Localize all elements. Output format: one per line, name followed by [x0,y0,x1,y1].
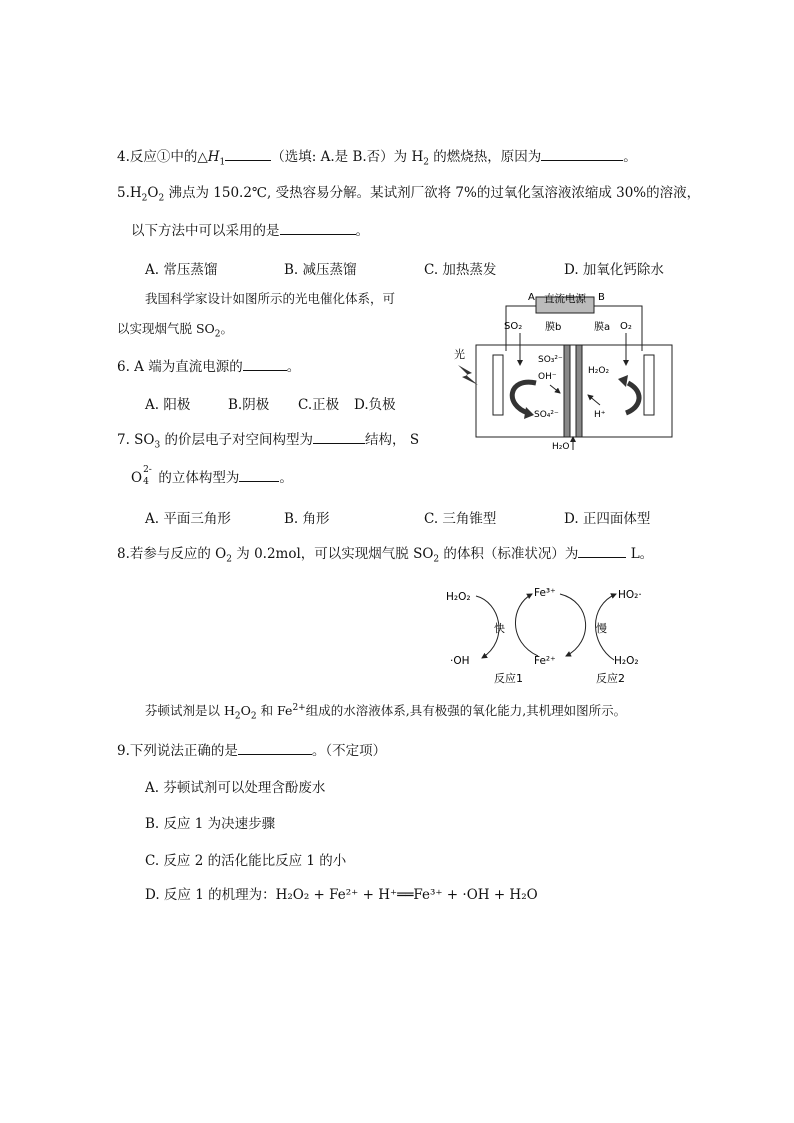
q4-text: 4.反应①中的△ [117,149,208,165]
q7-mid: 的价层电子对空间构型为 [160,432,314,448]
q6-blank[interactable] [243,356,287,371]
q7-l2-o: O [131,470,143,486]
q7-l2-mid: 的立体构型为 [154,470,240,486]
intro2-pre: 芬顿试剂是以 H [145,703,235,718]
q8-sub2: 2 [433,554,440,565]
q5-option-c[interactable]: C. 加热蒸发 [424,262,497,278]
question-7-line2: O 2- 4 的立体构型为 。 [131,465,293,487]
q5-end: 。 [355,223,369,239]
intro-2 [145,702,626,720]
h2o2-right-label: H₂O₂ [614,655,639,667]
q4-mid: （选填: A.是 B.否）为 H [271,149,424,165]
right-electrode [644,355,654,415]
hplus-label: H⁺ [594,410,606,420]
q5-sub2: 2 [158,193,165,204]
q9-option-a[interactable]: A. 芬顿试剂可以处理含酚废水 [145,780,326,796]
o2-label: O₂ [620,321,632,332]
question-9 [117,740,386,760]
reaction-1-arrow-b [515,594,538,656]
light-label: 光 [454,348,465,361]
q4-sub: 1 [219,157,226,168]
question-4 [117,146,637,166]
membrane-a [576,345,582,437]
q5-option-d[interactable]: D. 加氧化钙除水 [564,262,664,278]
h2o2-left-label: H₂O₂ [446,591,471,603]
q4-h: H [207,149,220,165]
q6-option-a[interactable]: A. 阳极 [145,397,191,413]
photoelectrocatalysis-diagram [448,285,680,455]
q9-blank[interactable] [238,740,312,755]
fe2-label: Fe²⁺ [534,655,556,667]
intro-1-line2 [117,320,233,338]
question-7 [117,429,419,449]
q4-blank-1[interactable] [225,146,271,161]
fast-label: 快 [494,622,505,635]
q8-end: L。 [626,546,654,562]
q9-pre: 9.下列说法正确的是 [117,743,238,759]
q6-text: 6. A 端为直流电源的 [117,359,243,375]
membrane-b [564,345,570,437]
water-label: H₂O [552,442,570,452]
right-cycle-arrow [626,383,639,413]
cell-tank [476,345,672,437]
q7-option-b[interactable]: B. 角形 [284,511,330,527]
membrane-a-label: 膜a [594,322,611,333]
q7-end: 。 [279,470,293,486]
q8-pre: 8.若参与反应的 O [117,546,227,562]
lightning-icon [458,365,478,385]
q8-post: 的体积（标准状况）为 [439,546,579,562]
q5-o: O [147,185,159,201]
ho2-label: HO₂· [618,589,642,601]
oh-arrow [550,385,560,393]
q5-line2: 以下方法中可以采用的是 [131,223,280,239]
q9-post: 。（不定项） [311,743,387,759]
q5-sub1: 2 [141,193,148,204]
question-5-line2 [131,220,369,240]
q5-blank[interactable] [280,220,356,235]
q7-blank-1[interactable] [313,429,365,444]
so2-label: SO₂ [504,321,523,332]
membrane-b-label: 膜b [545,322,562,333]
q6-end: 。 [286,359,301,375]
hplus-arrow [588,395,600,405]
q6-option-d[interactable]: D.负极 [354,397,396,413]
q9-option-d[interactable]: D. 反应 1 的机理为：H₂O₂ + Fe²⁺ + H⁺══Fe³⁺ + ·OH + H₂O [145,887,538,903]
q7-blank-2[interactable] [239,467,279,482]
intro2-mid: 和 Fe [256,703,293,718]
q7-pre: 7. SO [117,432,155,448]
h2o2-label: H₂O₂ [588,366,610,376]
q4-blank-2[interactable] [541,146,623,161]
q4-end: 。 [623,149,637,165]
q4-sub2: 2 [423,157,429,168]
q7-option-c[interactable]: C. 三角锥型 [424,511,497,527]
question-5 [117,184,700,202]
hydroxyl-label: ·OH [450,655,470,667]
so4-label: SO₄²⁻ [534,410,559,420]
fenton-mechanism-diagram [438,582,670,690]
q7-sub: 3 [154,440,161,451]
q6-option-c[interactable]: C.正极 [298,397,340,413]
q8-blank[interactable] [578,543,626,558]
q7-option-a[interactable]: A. 平面三角形 [145,511,231,527]
intro2-sub1: 2 [234,711,241,722]
left-cycle-arrow [512,382,536,413]
intro2-o: O [240,703,251,718]
terminal-a-label: A [528,292,535,303]
question-8 [117,543,653,563]
q5-option-a[interactable]: A. 常压蒸馏 [145,262,218,278]
q6-option-b[interactable]: B.阴极 [228,397,270,413]
intro1-sub: 2 [214,329,221,340]
reaction-2-arrow-b [560,594,586,656]
q5-rest: 沸点为 150.2℃, 受热容易分解。某试剂厂欲将 7%的过氧化氢溶液浓缩成 30%的溶液， [164,185,701,201]
so3-label: SO₃²⁻ [538,355,563,365]
power-source-label: 直流电源 [544,293,586,305]
terminal-b-label: B [598,292,605,303]
q5-pre: 5.H [117,185,142,201]
left-electrode [493,355,503,415]
intro1-pre: 以实现烟气脱 SO [117,321,215,336]
intro2-post: 组成的水溶液体系,具有极强的氧化能力,其机理如图所示。 [305,703,627,718]
intro2-sup: 2+ [292,702,306,713]
intro2-sub2: 2 [250,711,257,722]
q7-option-d[interactable]: D. 正四面体型 [564,511,651,527]
slow-label: 慢 [596,622,607,635]
q5-option-b[interactable]: B. 减压蒸馏 [284,262,357,278]
reaction-1-label: 反应1 [494,672,523,685]
question-6 [117,356,300,376]
q4-post: 的燃烧热，原因为 [428,149,542,165]
q7-post: 结构， S [365,432,420,448]
right-cycle-arrowhead [618,375,628,387]
left-cycle-arrowhead [524,407,534,419]
q9-option-c[interactable]: C. 反应 2 的活化能比反应 1 的小 [145,853,347,869]
fe3-label: Fe³⁺ [534,587,556,599]
q8-sub1: 2 [226,554,232,565]
q9-option-b[interactable]: B. 反应 1 为决速步骤 [145,816,276,832]
intro1-end: 。 [220,321,234,336]
q8-mid: 为 0.2mol，可以实现烟气脱 SO [231,546,434,562]
reaction-2-label: 反应2 [596,672,625,685]
intro-1-line1: 我国科学家设计如图所示的光电催化体系，可 [145,291,396,306]
oh-label: OH⁻ [538,372,557,382]
